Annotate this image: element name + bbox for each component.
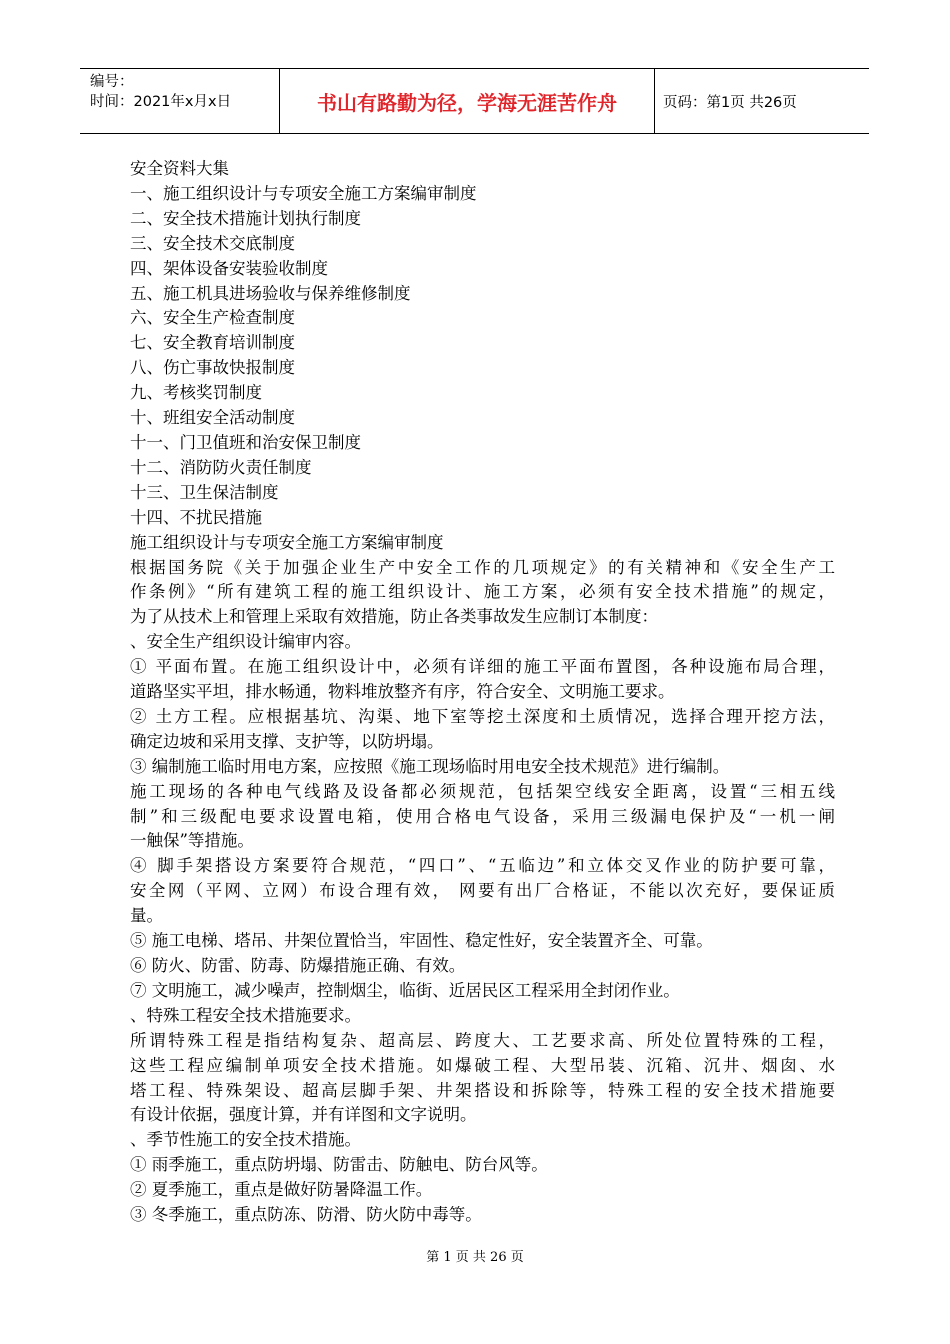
document-header [80,68,869,134]
header-time: 时间：2021年x月x日 [90,94,232,110]
body-line: ⑦ 文明施工，减少噪声，控制烟尘，临街、近居民区工程采用全封闭作业。 [130,980,680,1000]
body-line: 安全资料大集 [130,159,229,178]
body-line: 十三、卫生保洁制度 [130,482,279,502]
body-line: 一、施工组织设计与专项安全施工方案编审制度 [130,183,477,203]
body-line: 这些工程应编制单项安全技术措施。如爆破工程、大型吊装、沉箱、沉井、烟囱、水 [130,1055,835,1075]
body-line: 塔工程、特殊架设、超高层脚手架、井架搭设和拆除等，特殊工程的安全技术措施要 [130,1080,835,1100]
body-line: 七、安全教育培训制度 [130,333,295,353]
body-line: 施工组织设计与专项安全施工方案编审制度 [130,532,444,552]
body-line: 根据国务院《关于加强企业生产中安全工作的几项规定》的有关精神和《安全生产工 [130,557,835,577]
body-line: 作条例》“所有建筑工程的施工组织设计、施工方案，必须有安全技术措施”的规定， [130,582,835,602]
body-line: 、特殊工程安全技术措施要求。 [130,1005,361,1025]
body-line: ③ 编制施工临时用电方案，应按照《施工现场临时用电安全技术规范》进行编制。 [130,756,730,776]
body-line: 制”和三级配电要求设置电箱，使用合格电气设备，采用三级漏电保护及“一机一闸 [130,806,835,826]
body-line: 三、安全技术交底制度 [130,233,295,253]
body-line: 量。 [130,906,163,926]
body-line: 五、施工机具进场验收与保养维修制度 [130,283,411,303]
body-line: 、安全生产组织设计编审内容。 [130,632,361,652]
body-line: ② 夏季施工，重点是做好防暑降温工作。 [130,1180,433,1200]
body-line: 有设计依据，强度计算，并有详图和文字说明。 [130,1105,477,1125]
body-line: 所谓特殊工程是指结构复杂、超高层、跨度大、工艺要求高、所处位置特殊的工程， [130,1030,835,1050]
body-line: ① 平面布置。在施工组织设计中，必须有详细的施工平面布置图，各种设施布局合理， [130,657,835,677]
body-line: 十一、门卫值班和治安保卫制度 [130,432,361,452]
body-line: 确定边坡和采用支撑、支护等，以防坍塌。 [130,731,444,751]
document-body [130,157,835,1228]
body-line: 六、安全生产检查制度 [130,308,295,328]
body-line: 十四、不扰民措施 [130,507,262,527]
header-number: 编号： [90,74,134,90]
body-line: 道路坚实平坦，排水畅通，物料堆放整齐有序，符合安全、文明施工要求。 [130,682,675,702]
body-line: 九、考核奖罚制度 [130,383,262,403]
body-line: 为了从技术上和管理上采取有效措施，防止各类事故发生应制订本制度： [130,607,658,627]
header-meta [80,69,280,133]
body-line: ④ 脚手架搭设方案要符合规范，“四口”、“五临边”和立体交叉作业的防护要可靠， [130,856,835,876]
body-line: 一触保”等措施。 [130,831,254,851]
body-line: ⑥ 防火、防雷、防毒、防爆措施正确、有效。 [130,956,466,975]
body-line: 十二、消防防火责任制度 [130,457,312,477]
header-page-number: 页码：第1页 共26页 [663,94,797,111]
body-line: ⑤ 施工电梯、塔吊、井架位置恰当，牢固性、稳定性好，安全装置齐全、可靠。 [130,931,713,951]
header-motto: 书山有路勤为径，学海无涯苦作舟 [280,69,655,133]
body-line: ③ 冬季施工，重点防冻、防滑、防火防中毒等。 [130,1205,482,1225]
body-line: 施工现场的各种电气线路及设备都必须规范，包括架空线安全距离，设置“三相五线 [130,781,835,801]
body-line: 、季节性施工的安全技术措施。 [130,1130,361,1150]
body-line: 安全网（平网、立网）布设合理有效， 网要有出厂合格证，不能以次充好，要保证质 [130,881,835,901]
body-line: 十、班组安全活动制度 [130,408,295,428]
body-line: 八、伤亡事故快报制度 [130,358,295,378]
body-line: ① 雨季施工，重点防坍塌、防雷击、防触电、防台风等。 [130,1155,548,1175]
page-footer: 第 1 页 共 26 页 [426,1250,524,1265]
body-line: 二、安全技术措施计划执行制度 [130,208,361,228]
body-line: ② 土方工程。应根据基坑、沟渠、地下室等挖土深度和土质情况，选择合理开挖方法， [130,706,835,726]
body-line: 四、架体设备安装验收制度 [130,258,328,278]
